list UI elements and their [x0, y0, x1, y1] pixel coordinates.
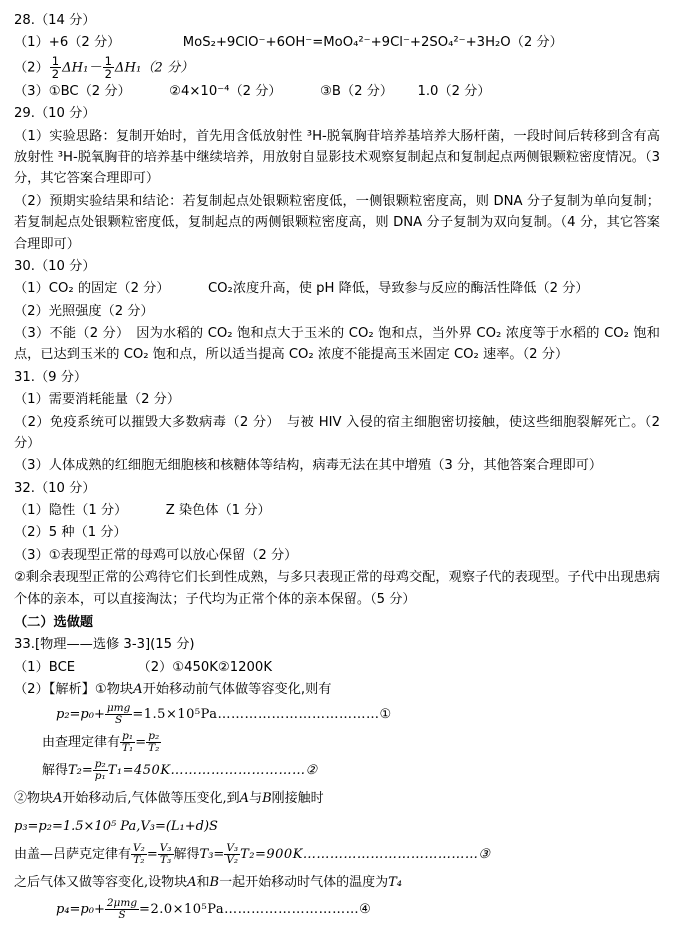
q33-p3-prefix: ②物块	[14, 791, 54, 807]
fraction-2-mu-mg-over-s: $\frac{\text{2μmg}}{S}$	[106, 897, 138, 922]
q28-item3-d: 1.0（2 分）	[417, 83, 491, 99]
question-28-heading: 28.（14 分）	[14, 13, 96, 28]
eq2-text: p₃=p₂=1.5×10⁵ Pa,V₃=(L₁+d)S	[14, 819, 218, 835]
equation-1	[56, 703, 660, 728]
question-33-part-2-intro	[14, 679, 660, 700]
optional-section-title: （二）选做题	[14, 614, 94, 630]
question-32-part-4: ②剩余表现型正常的公鸡待它们长到性成熟，与多只表现正常的母鸡交配，观察子代的表现型。子代中出现患病个体的亲本，可以直接淘汰；子代均为正常个体的亲本保留。（5 分）	[14, 570, 660, 607]
equals-sign: =	[135, 735, 147, 751]
question-33-heading: 33.[物理——选修 3-3](15 分)	[14, 637, 195, 653]
equation-2	[42, 759, 660, 784]
question-28-line-3	[14, 81, 660, 102]
charles-law-line	[42, 731, 660, 756]
fraction-one-half-b: $\frac{1}{2}$	[104, 53, 112, 81]
q28-item1-equation: MoS₂+9ClO⁻+6OH⁻=MoO₄²⁻+9Cl⁻+2SO₄²⁻+3H₂O（2 分）	[182, 35, 563, 51]
q33-p3-var-a2: A	[239, 791, 250, 807]
q33-p3-rest2: 与	[249, 791, 263, 807]
question-31-part-1: （1）需要消耗能量（2 分）	[14, 392, 181, 408]
question-33-part-4-intro	[14, 871, 660, 896]
question-28-line-2	[14, 55, 660, 80]
q28-item1-label: （1）+6（2 分）	[14, 35, 121, 51]
fraction-mu-mg-over-s: $\frac{\text{μmg}}{S}$	[106, 702, 131, 727]
eq4-right: =2.0×10⁵Pa…………………………④	[139, 902, 372, 918]
q33-p3-var-b: B	[262, 791, 272, 807]
gay-lussac-label: 由盖—吕萨克定律有	[14, 846, 132, 862]
fraction-one-half-a: $\frac{1}{2}$	[51, 53, 60, 81]
question-29-part-1: （1）实验思路：复制开始时，首先用含低放射性 ³H-脱氧胸苷培养基培养大肠杆菌，一段时间后转移到含有高放射性 ³H-脱氧胸苷的培养基中继续培养，用放射自显影技术观察复制起点和复制起点两侧银颗粒密度情况。（3 分，其它答案合理即可）	[14, 128, 660, 187]
question-28-line-1	[14, 32, 660, 53]
question-30-part-1	[14, 278, 660, 299]
question-30-part-3: （3）不能（2 分） 因为水稻的 CO₂ 饱和点大于玉米的 CO₂ 饱和点，当外界 CO₂ 浓度等于水稻的 CO₂ 饱和点，已达到玉米的 CO₂ 饱和点，所以适当提高 CO₂ 浓度不能提高玉米固定 CO₂ 速率。（2 分）	[14, 326, 660, 363]
question-29-part-2: （2）预期实验结果和结论：若复制起点处银颗粒密度低，一侧银颗粒密度高，则 DNA 分子复制为单向复制；若复制起点处银颗粒密度低，复制起点的两侧银颗粒密度高，则 DNA 分子复制为双向复制。（4 分，其它答案合理即可）	[14, 193, 660, 252]
q33-p2-prefix: （2）【解析】①物块	[14, 682, 134, 697]
q33-p4-var-b: B	[209, 874, 220, 890]
fraction-p2-over-p1: $\frac{\text{p₂}}{\text{p₁}}$	[94, 757, 106, 782]
gay-lussac-law-line	[14, 843, 660, 868]
q33-p4-text: 之后气体又做等容变化,设物块	[14, 874, 188, 890]
q32-p1-b: Z 染色体（1 分）	[165, 503, 271, 518]
solve1-var: T₂=	[68, 762, 93, 778]
equation-3-pressure	[14, 815, 660, 840]
q33-p3-var-a: A	[53, 791, 63, 807]
t3-label: T₃=	[199, 846, 225, 862]
charles-law-label: 由查理定律有	[42, 735, 121, 751]
question-33-part-1	[14, 657, 660, 678]
q33-p2-rest: 开始移动前气体做等容变化,则有	[142, 682, 332, 697]
eq1-left: p₂=p₀+	[56, 707, 105, 723]
q28-item3-b: ②4×10⁻⁴（2 分）	[169, 83, 282, 99]
question-30-heading: 30.（10 分）	[14, 258, 96, 274]
q33-p4-var-a: A	[187, 874, 197, 890]
fraction-v3-over-v2: $\frac{\text{V₃}}{\text{V₂}}$	[226, 841, 239, 866]
q28-item2-prefix: （2）	[14, 60, 49, 76]
fraction-v3-over-t3: $\frac{\text{V₃}}{\text{T₃}}$	[159, 841, 172, 866]
equation-4	[56, 898, 660, 923]
q28-item3-a: （3）①BC（2 分）	[14, 83, 131, 99]
eq4-left: p₄=p₀+	[56, 902, 105, 918]
equals-sign-2: =	[146, 846, 158, 862]
question-32-part-3: （3）①表现型正常的母鸡可以放心保留（2 分）	[14, 547, 298, 563]
solve-label-1: 解得	[42, 762, 69, 778]
q33-p3-rest3: 刚接触时	[271, 791, 324, 807]
q33-p1-a: （1）BCE	[14, 659, 76, 675]
q30-p1-a: （1）CO₂ 的固定（2 分）	[14, 281, 170, 297]
q33-p4-mid: 和	[196, 874, 210, 890]
question-31-part-3: （3）人体成熟的红细胞无细胞核和核糖体等结构，病毒无法在其中增殖（3 分，其他答案合理即可）	[14, 458, 603, 474]
fraction-p2-over-t2: $\frac{\text{p₂}}{\text{T₂}}$	[148, 730, 160, 755]
solve1-rest: T₁=450K…………………………②	[107, 762, 318, 778]
eq1-right: =1.5×10⁵Pa………………………………①	[132, 707, 392, 723]
question-32-part-1	[14, 500, 660, 521]
law2-solve-rest: T₂=900K…………………………………③	[240, 846, 491, 862]
question-31-heading: 31.（9 分）	[14, 369, 88, 385]
question-32-part-2: （2）5 种（1 分）	[14, 525, 127, 541]
q33-p1-b: （2）①450K②1200K	[137, 659, 272, 675]
q30-p1-b: CO₂浓度升高，使 pH 降低，导致参与反应的酶活性降低（2 分）	[207, 281, 589, 297]
q33-p4-var-t4: T₄	[388, 874, 403, 890]
fraction-v2-over-t2: $\frac{\text{V₂}}{\text{T₂}}$	[133, 841, 145, 866]
q33-p4-rest: 一起开始移动时气体的温度为	[219, 874, 389, 890]
q33-p3-rest: 开始移动后,气体做等压变化,到	[62, 791, 240, 807]
q28-item3-c: ③B（2 分）	[320, 83, 394, 99]
question-33-part-3-intro	[14, 787, 660, 812]
question-29-heading: 29.（10 分）	[14, 106, 96, 122]
q32-p1-a: （1）隐性（1 分）	[14, 503, 128, 518]
question-31-part-2: （2）免疫系统可以摧毁大多数病毒（2 分） 与被 HIV 入侵的宿主细胞密切接触，使这些细胞裂解死亡。（2 分）	[14, 414, 660, 451]
q33-p2-var: A	[133, 682, 143, 697]
question-32-heading: 32.（10 分）	[14, 480, 96, 496]
question-30-part-2: （2）光照强度（2 分）	[14, 303, 154, 319]
solve-label-2: 解得	[173, 846, 200, 862]
fraction-p1-over-t1: $\frac{\text{p₁}}{\text{T₁}}$	[122, 730, 134, 755]
q28-item2-mid: ΔH₁－	[62, 60, 102, 76]
q28-item2-suffix: ΔH₁（2 分）	[114, 60, 194, 76]
